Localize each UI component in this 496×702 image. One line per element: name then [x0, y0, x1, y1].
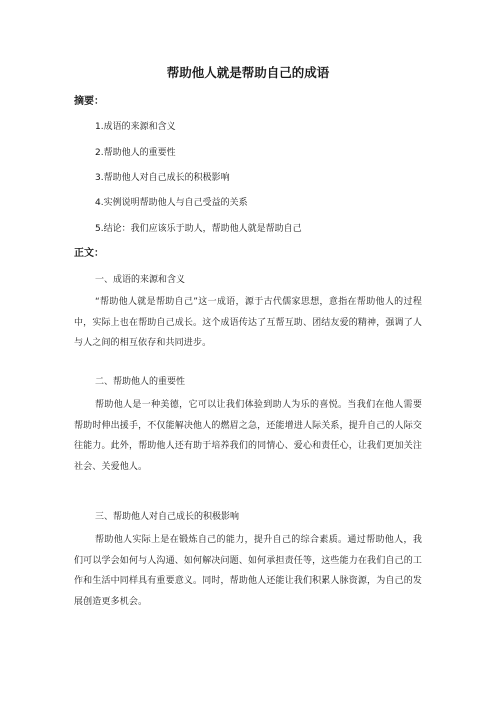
abstract-item-4: 4.实例说明帮助他人与自己受益的关系 [95, 198, 248, 208]
section-heading-3: 三、帮助他人对自己成长的积极影响 [95, 512, 240, 522]
abstract-item-2: 2.帮助他人的重要性 [95, 148, 176, 158]
document-title: 帮助他人就是帮助自己的成语 [166, 65, 330, 80]
section-paragraph-3: 帮助他人实际上是在锻炼自己的能力，提升自己的综合素质。通过帮助他人，我们可以学会如何与人沟通、如何解决问题、如何承担责任等，这些能力在我们自己的工作和生活中同样具有重要意义。同时，帮助他人还能让我们积累人脉资源，为自己的发展创造更多机会。 [74, 535, 422, 607]
abstract-item-3: 3.帮助他人对自己成长的积极影响 [95, 173, 230, 183]
body-label: 正文： [74, 248, 104, 259]
section-paragraph-2: 帮助他人是一种美德，它可以让我们体验到助人为乐的喜悦。当我们在他人需要帮助时伸出援手，不仅能解决他人的燃眉之急，还能增进人际关系，提升自己的人际交往能力。此外，帮助他人还有助于培养我们的同情心、爱心和责任心，让我们更加关注社会、关爱他人。 [74, 400, 422, 472]
abstract-item-5: 5.结论：我们应该乐于助人，帮助他人就是帮助自己 [95, 224, 302, 234]
section-heading-1: 一、成语的来源和含义 [95, 275, 186, 285]
abstract-item-1: 1.成语的来源和含义 [95, 122, 176, 132]
section-paragraph-1: “帮助他人就是帮助自己”这一成语，源于古代儒家思想，意指在帮助他人的过程中，实际上也在帮助自己成长。这个成语传达了互帮互助、团结友爱的精神，强调了人与人之间的相互依存和共同进步。 [74, 297, 422, 349]
abstract-label: 摘要： [74, 96, 104, 107]
section-heading-2: 二、帮助他人的重要性 [95, 377, 186, 387]
